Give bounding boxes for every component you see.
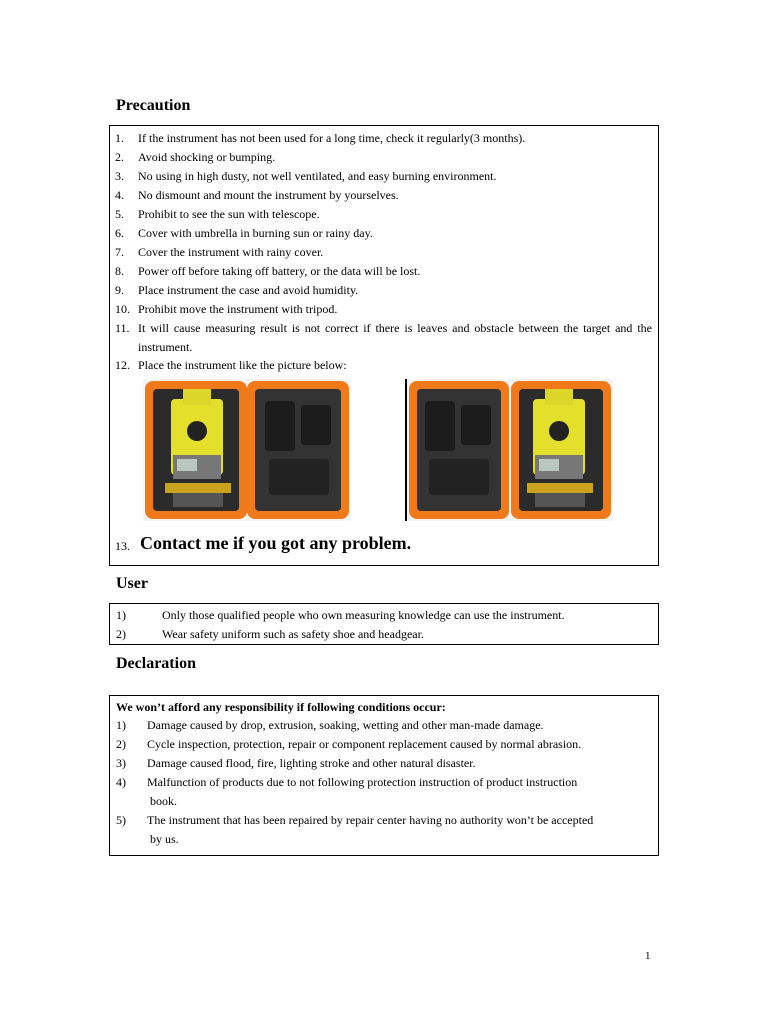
declaration-item — [110, 735, 658, 754]
declaration-item — [110, 811, 658, 849]
case-photo-left-image — [143, 379, 351, 521]
item-text: Cover with umbrella in burning sun or rainy day. — [138, 226, 373, 240]
precaution-item — [110, 167, 658, 186]
declaration-item — [110, 773, 658, 811]
page-number: 1 — [645, 950, 651, 962]
declaration-heading: Declaration — [116, 655, 196, 672]
precaution-item — [110, 356, 658, 375]
item-number: 8. — [115, 264, 124, 278]
item-text: Avoid shocking or bumping. — [138, 150, 276, 164]
item-number: 2) — [116, 627, 126, 641]
item-number: 2. — [115, 150, 124, 164]
item-number: 2) — [116, 737, 126, 751]
item-text: Prohibit to see the sun with telescope. — [138, 207, 320, 221]
precaution-item — [110, 319, 658, 356]
item-text-continued: book. — [150, 794, 177, 808]
precaution-box — [109, 125, 659, 566]
declaration-box — [109, 695, 659, 856]
item-text: Only those qualified people who own measuring knowledge can use the instrument. — [162, 608, 565, 622]
precaution-item — [110, 148, 658, 167]
item-text: If the instrument has not been used for a long time, check it regularly(3 months). — [138, 131, 526, 145]
item-text-continued: by us. — [150, 832, 179, 846]
precaution-heading: Precaution — [116, 97, 191, 114]
item-text: No dismount and mount the instrument by yourselves. — [138, 188, 399, 202]
declaration-intro: We won’t afford any responsibility if following conditions occur: — [116, 700, 446, 714]
contact-text: Contact me if you got any problem. — [140, 533, 412, 553]
item-number: 5. — [115, 207, 124, 221]
item-text: Prohibit move the instrument with tripod. — [138, 302, 338, 316]
item-text: It will cause measuring result is not correct if there is leaves and obstacle between the target and the instrument. — [138, 321, 652, 354]
contact-line — [110, 525, 658, 561]
instrument-case-photos — [110, 375, 658, 525]
precaution-item — [110, 205, 658, 224]
item-text: Place instrument the case and avoid humidity. — [138, 283, 359, 297]
precaution-item — [110, 262, 658, 281]
item-text: Damage caused by drop, extrusion, soaking, wetting and other man-made damage. — [147, 718, 544, 732]
item-number: 4. — [115, 188, 124, 202]
item-number: 1. — [115, 131, 124, 145]
precaution-item — [110, 224, 658, 243]
item-number: 5) — [116, 813, 126, 827]
item-number: 11. — [115, 321, 130, 335]
precaution-item — [110, 300, 658, 319]
precaution-item — [110, 281, 658, 300]
precaution-item — [110, 186, 658, 205]
item-number: 1) — [116, 718, 126, 732]
declaration-item — [110, 754, 658, 773]
item-text: The instrument that has been repaired by repair center having no authority won’t be accepted — [147, 813, 594, 827]
user-item — [110, 606, 658, 625]
item-text: Wear safety uniform such as safety shoe and headgear. — [162, 627, 424, 641]
item-number: 12. — [115, 358, 130, 372]
item-number: 7. — [115, 245, 124, 259]
declaration-item — [110, 716, 658, 735]
case-photo-right-image — [405, 379, 613, 521]
item-number: 10. — [115, 302, 130, 316]
user-item — [110, 625, 658, 644]
item-text: Power off before taking off battery, or the data will be lost. — [138, 264, 421, 278]
contact-number: 13. — [115, 539, 130, 553]
precaution-item — [110, 129, 658, 148]
item-text: Cycle inspection, protection, repair or component replacement caused by normal abrasion. — [147, 737, 582, 751]
item-number: 4) — [116, 775, 126, 789]
user-heading: User — [116, 575, 148, 592]
item-number: 3. — [115, 169, 124, 183]
item-number: 9. — [115, 283, 124, 297]
item-number: 1) — [116, 608, 126, 622]
item-number: 6. — [115, 226, 124, 240]
item-text: Damage caused flood, fire, lighting stroke and other natural disaster. — [147, 756, 476, 770]
item-text: No using in high dusty, not well ventilated, and easy burning environment. — [138, 169, 497, 183]
precaution-item — [110, 243, 658, 262]
user-box — [109, 603, 659, 645]
item-text: Malfunction of products due to not following protection instruction of product instruction — [147, 775, 578, 789]
item-text: Cover the instrument with rainy cover. — [138, 245, 324, 259]
item-text: Place the instrument like the picture below: — [138, 358, 347, 372]
item-number: 3) — [116, 756, 126, 770]
